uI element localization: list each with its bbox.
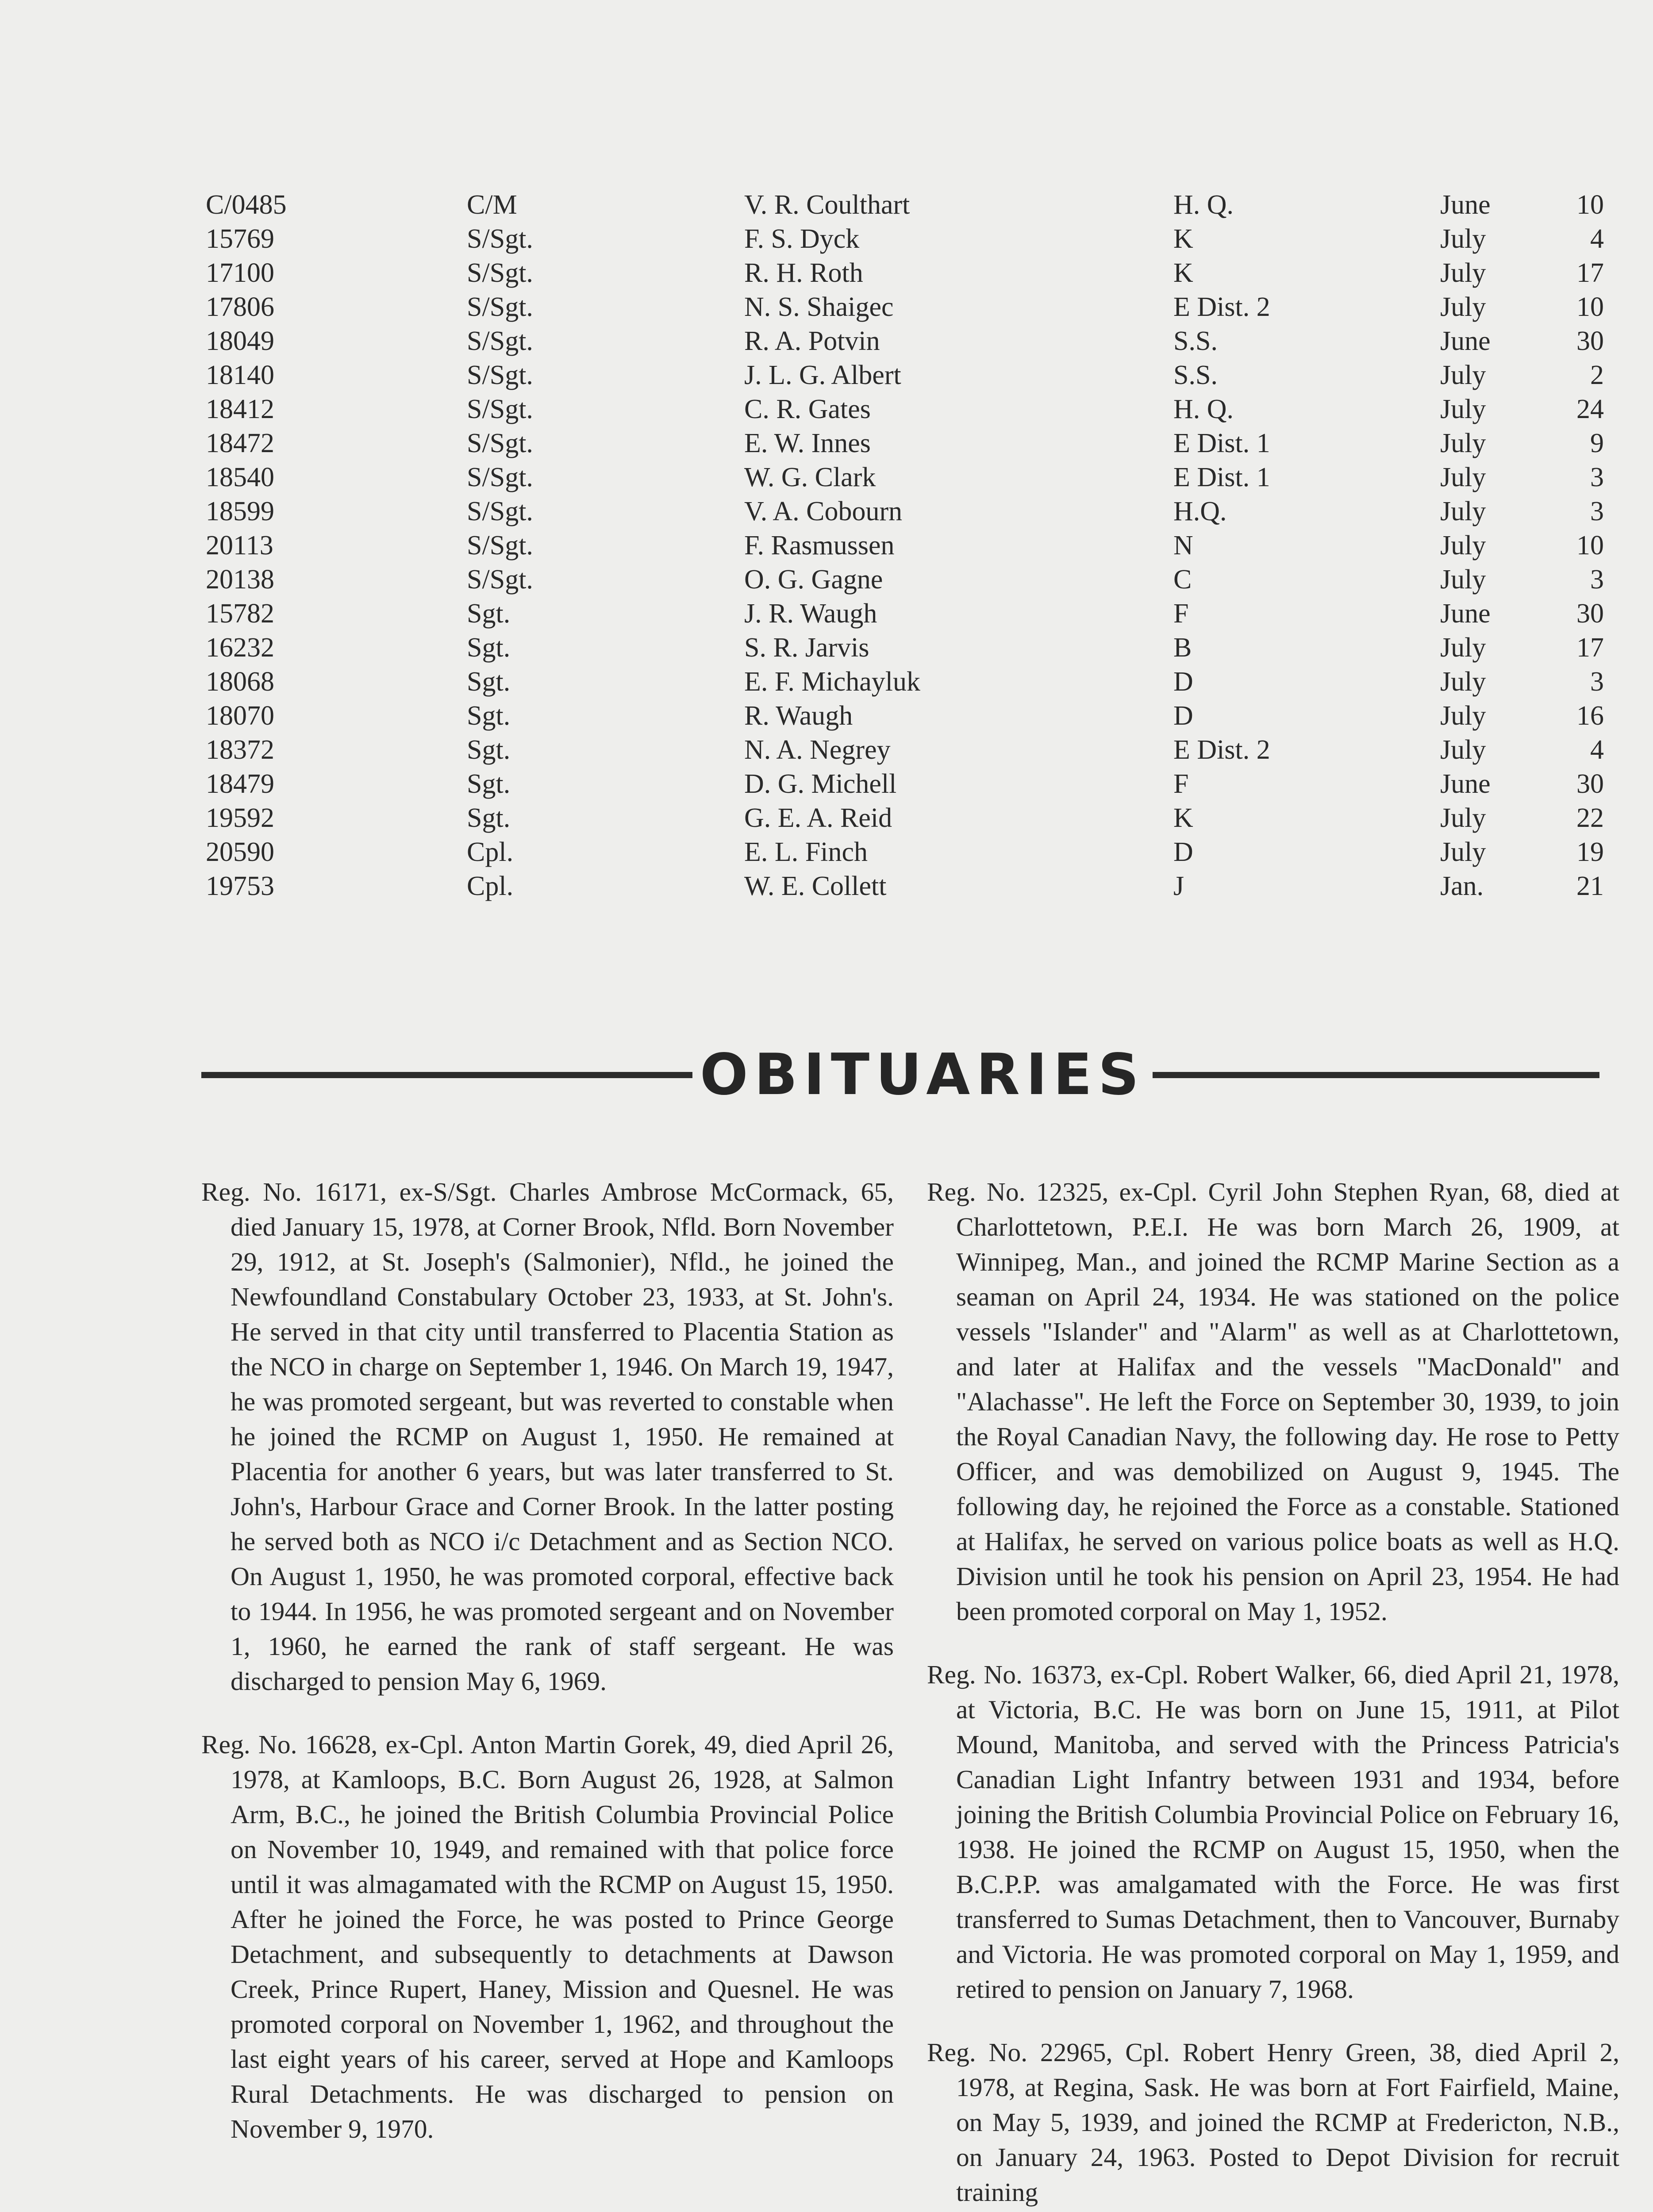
reg-number-cell: 18540 — [206, 462, 274, 492]
rank-cell: S/Sgt. — [467, 428, 533, 458]
obituaries-right-column — [927, 1175, 1619, 2212]
reg-number-cell: 18472 — [206, 428, 274, 458]
table-row — [206, 563, 1604, 597]
table-row — [206, 767, 1604, 801]
division-cell: B — [1173, 633, 1192, 663]
name-cell: N. S. Shaigec — [744, 292, 894, 322]
name-cell: R. A. Potvin — [744, 326, 880, 356]
division-cell: C — [1173, 565, 1192, 595]
rank-cell: S/Sgt. — [467, 496, 533, 526]
day-cell: 3 — [1590, 565, 1604, 595]
rank-cell: Sgt. — [467, 701, 511, 731]
rank-cell: S/Sgt. — [467, 292, 533, 322]
day-cell: 3 — [1590, 667, 1604, 697]
table-row — [206, 461, 1604, 495]
promotions-table — [206, 188, 1604, 903]
rank-cell: S/Sgt. — [467, 326, 533, 356]
day-cell: 10 — [1576, 292, 1604, 322]
day-cell: 9 — [1590, 428, 1604, 458]
obituary-paragraph: Reg. No. 22965, Cpl. Robert Henry Green, 38, died April 2, 1978, at Regina, Sask. He was born at Fort Fairfield, Maine, on May 5, 1939, and joined the RCMP at Fredericton, N.B., on January 24, 1963. Posted to Depot Division for recruit training — [927, 2038, 1619, 2207]
month-cell: July — [1440, 496, 1486, 526]
division-cell: H. Q. — [1173, 394, 1234, 424]
name-cell: V. R. Coulthart — [744, 190, 910, 220]
division-cell: D — [1173, 701, 1193, 731]
table-row — [206, 733, 1604, 767]
table-row — [206, 869, 1604, 903]
obituary-paragraph: Reg. No. 16373, ex-Cpl. Robert Walker, 66, died April 21, 1978, at Victoria, B.C. He was born on June 15, 1911, at Pilot Mound, Manitoba, and served with the Princess Patricia's Canadian Light Infantry between 1931 and 1934, before joining the British Columbia Provincial Police on February 16, 1938. He joined the RCMP on August 15, 1950, when the B.C.P.P. was amalgamated with the Force. He was first transferred to Sumas Detachment, then to Vancouver, Burnaby and Victoria. He was promoted corporal on May 1, 1959, and retired to pension on January 7, 1968. — [927, 1660, 1619, 2004]
month-cell: July — [1440, 803, 1486, 833]
table-row — [206, 324, 1604, 358]
reg-number-cell: 15769 — [206, 224, 274, 254]
table-row — [206, 222, 1604, 256]
reg-number-cell: 20590 — [206, 837, 274, 867]
obituary-paragraph: Reg. No. 12325, ex-Cpl. Cyril John Stephen Ryan, 68, died at Charlottetown, P.E.I. He was born March 26, 1909, at Winnipeg, Man., and joined the RCMP Marine Section as a seaman on April 24, 1934. He was stationed on the police vessels "Islander" and "Alarm" as well as at Charlottetown, and later at Halifax and the vessels "MacDonald" and "Alachasse". He left the Force on September 30, 1939, to join the Royal Canadian Navy, the following day. He rose to Petty Officer, and was demobilized on August 9, 1945. The following day, he rejoined the Force as a constable. Stationed at Halifax, he served on various police boats as well as H.Q. Division until he took his pension on April 23, 1954. He had been promoted corporal on May 1, 1952. — [927, 1177, 1619, 1626]
month-cell: Jan. — [1440, 871, 1484, 901]
month-cell: July — [1440, 565, 1486, 595]
reg-number-cell: 19592 — [206, 803, 274, 833]
day-cell: 2 — [1590, 360, 1604, 390]
table-row — [206, 495, 1604, 529]
rank-cell: S/Sgt. — [467, 224, 533, 254]
rank-cell: S/Sgt. — [467, 360, 533, 390]
rank-cell: Sgt. — [467, 803, 511, 833]
month-cell: July — [1440, 837, 1486, 867]
division-cell: E Dist. 2 — [1173, 735, 1270, 765]
day-cell: 4 — [1590, 735, 1604, 765]
heading-rule-left — [201, 1072, 692, 1078]
table-row — [206, 835, 1604, 869]
name-cell: D. G. Michell — [744, 769, 897, 799]
month-cell: July — [1440, 735, 1486, 765]
division-cell: F — [1173, 769, 1189, 799]
heading-rule-right — [1153, 1072, 1599, 1078]
division-cell: N — [1173, 530, 1193, 561]
table-row — [206, 631, 1604, 665]
rank-cell: Cpl. — [467, 871, 514, 901]
table-row — [206, 426, 1604, 461]
table-row — [206, 290, 1604, 324]
day-cell: 24 — [1576, 394, 1604, 424]
rank-cell: Cpl. — [467, 837, 514, 867]
month-cell: July — [1440, 428, 1486, 458]
division-cell: F — [1173, 599, 1189, 629]
name-cell: J. R. Waugh — [744, 599, 877, 629]
obituaries-left-column — [201, 1175, 894, 2175]
table-row — [206, 256, 1604, 290]
table-row — [206, 188, 1604, 222]
day-cell: 16 — [1576, 701, 1604, 731]
name-cell: E. L. Finch — [744, 837, 868, 867]
month-cell: July — [1440, 292, 1486, 322]
name-cell: F. S. Dyck — [744, 224, 860, 254]
rank-cell: S/Sgt. — [467, 462, 533, 492]
division-cell: J — [1173, 871, 1184, 901]
table-row — [206, 597, 1604, 631]
division-cell: S.S. — [1173, 326, 1218, 356]
table-row — [206, 358, 1604, 392]
reg-number-cell: 18412 — [206, 394, 274, 424]
name-cell: R. Waugh — [744, 701, 853, 731]
reg-number-cell: 18599 — [206, 496, 274, 526]
division-cell: D — [1173, 667, 1193, 697]
table-row — [206, 665, 1604, 699]
month-cell: June — [1440, 599, 1491, 629]
month-cell: July — [1440, 667, 1486, 697]
day-cell: 4 — [1590, 224, 1604, 254]
reg-number-cell: 18140 — [206, 360, 274, 390]
rank-cell: Sgt. — [467, 735, 511, 765]
reg-number-cell: 20138 — [206, 565, 274, 595]
day-cell: 10 — [1576, 530, 1604, 561]
month-cell: July — [1440, 530, 1486, 561]
division-cell: E Dist. 1 — [1173, 428, 1270, 458]
rank-cell: Sgt. — [467, 599, 511, 629]
day-cell: 19 — [1576, 837, 1604, 867]
rank-cell: Sgt. — [467, 769, 511, 799]
division-cell: D — [1173, 837, 1193, 867]
division-cell: S.S. — [1173, 360, 1218, 390]
section-heading: OBITUARIES — [700, 1042, 1146, 1108]
name-cell: G. E. A. Reid — [744, 803, 892, 833]
rank-cell: S/Sgt. — [467, 258, 533, 288]
day-cell: 22 — [1576, 803, 1604, 833]
name-cell: O. G. Gagne — [744, 565, 883, 595]
month-cell: July — [1440, 224, 1486, 254]
reg-number-cell: 18070 — [206, 701, 274, 731]
month-cell: June — [1440, 326, 1491, 356]
name-cell: N. A. Negrey — [744, 735, 891, 765]
month-cell: June — [1440, 769, 1491, 799]
month-cell: July — [1440, 394, 1486, 424]
rank-cell: S/Sgt. — [467, 530, 533, 561]
promotions-table-body — [206, 188, 1604, 903]
division-cell: K — [1173, 258, 1193, 288]
month-cell: July — [1440, 462, 1486, 492]
name-cell: W. E. Collett — [744, 871, 887, 901]
division-cell: K — [1173, 803, 1193, 833]
name-cell: E. W. Innes — [744, 428, 871, 458]
name-cell: F. Rasmussen — [744, 530, 895, 561]
name-cell: C. R. Gates — [744, 394, 871, 424]
day-cell: 30 — [1576, 599, 1604, 629]
obituary-paragraph: Reg. No. 16628, ex-Cpl. Anton Martin Gorek, 49, died April 26, 1978, at Kamloops, B.C. Born August 26, 1928, at Salmon Arm, B.C., he joined the British Columbia Provincial Police on November 10, 1949, and remained with that police force until it was almagamated with the RCMP on August 15, 1950. After he joined the Force, he was posted to Prince George Detachment, and subsequently to detachments at Dawson Creek, Prince Rupert, Haney, Mission and Quesnel. He was promoted corporal on November 1, 1962, and throughout the last eight years of his career, served at Hope and Kamloops Rural Detachments. He was discharged to pension on November 9, 1970. — [201, 1730, 894, 2143]
day-cell: 3 — [1590, 462, 1604, 492]
rank-cell: Sgt. — [467, 667, 511, 697]
day-cell: 10 — [1576, 190, 1604, 220]
reg-number-cell: 18068 — [206, 667, 274, 697]
table-row — [206, 529, 1604, 563]
rank-cell: C/M — [467, 190, 517, 220]
rank-cell: Sgt. — [467, 633, 511, 663]
reg-number-cell: 17100 — [206, 258, 274, 288]
reg-number-cell: 18479 — [206, 769, 274, 799]
name-cell: J. L. G. Albert — [744, 360, 901, 390]
name-cell: E. F. Michayluk — [744, 667, 921, 697]
month-cell: July — [1440, 258, 1486, 288]
division-cell: H. Q. — [1173, 190, 1234, 220]
rank-cell: S/Sgt. — [467, 394, 533, 424]
reg-number-cell: 17806 — [206, 292, 274, 322]
month-cell: July — [1440, 701, 1486, 731]
name-cell: W. G. Clark — [744, 462, 876, 492]
section-heading-block — [201, 1042, 1599, 1108]
reg-number-cell: 18049 — [206, 326, 274, 356]
day-cell: 17 — [1576, 258, 1604, 288]
division-cell: K — [1173, 224, 1193, 254]
day-cell: 17 — [1576, 633, 1604, 663]
day-cell: 21 — [1576, 871, 1604, 901]
rank-cell: S/Sgt. — [467, 565, 533, 595]
reg-number-cell: 15782 — [206, 599, 274, 629]
table-row — [206, 392, 1604, 426]
reg-number-cell: 19753 — [206, 871, 274, 901]
name-cell: V. A. Cobourn — [744, 496, 903, 526]
obituary-paragraph: Reg. No. 16171, ex-S/Sgt. Charles Ambrose McCormack, 65, died January 15, 1978, at Corner Brook, Nfld. Born November 29, 1912, at St. Joseph's (Salmonier), Nfld., he joined the Newfoundland Constabulary October 23, 1933, at St. John's. He served in that city until transferred to Placentia Station as the NCO in charge on September 1, 1946. On March 19, 1947, he was promoted sergeant, but was reverted to constable when he joined the RCMP on August 1, 1950. He remained at Placentia for another 6 years, but was later transferred to St. John's, Harbour Grace and Corner Brook. In the latter posting he served both as NCO i/c Detachment and as Section NCO. On August 1, 1950, he was promoted corporal, effective back to 1944. In 1956, he was promoted sergeant and on November 1, 1960, he earned the rank of staff sergeant. He was discharged to pension May 6, 1969. — [201, 1177, 894, 1696]
month-cell: July — [1440, 633, 1486, 663]
month-cell: June — [1440, 190, 1491, 220]
day-cell: 30 — [1576, 326, 1604, 356]
reg-number-cell: 18372 — [206, 735, 274, 765]
table-row — [206, 699, 1604, 733]
month-cell: July — [1440, 360, 1486, 390]
day-cell: 30 — [1576, 769, 1604, 799]
name-cell: S. R. Jarvis — [744, 633, 869, 663]
division-cell: E Dist. 2 — [1173, 292, 1270, 322]
name-cell: R. H. Roth — [744, 258, 863, 288]
reg-number-cell: 16232 — [206, 633, 274, 663]
day-cell: 3 — [1590, 496, 1604, 526]
division-cell: E Dist. 1 — [1173, 462, 1270, 492]
reg-number-cell: C/0485 — [206, 190, 287, 220]
reg-number-cell: 20113 — [206, 530, 273, 561]
table-row — [206, 801, 1604, 835]
division-cell: H.Q. — [1173, 496, 1227, 526]
